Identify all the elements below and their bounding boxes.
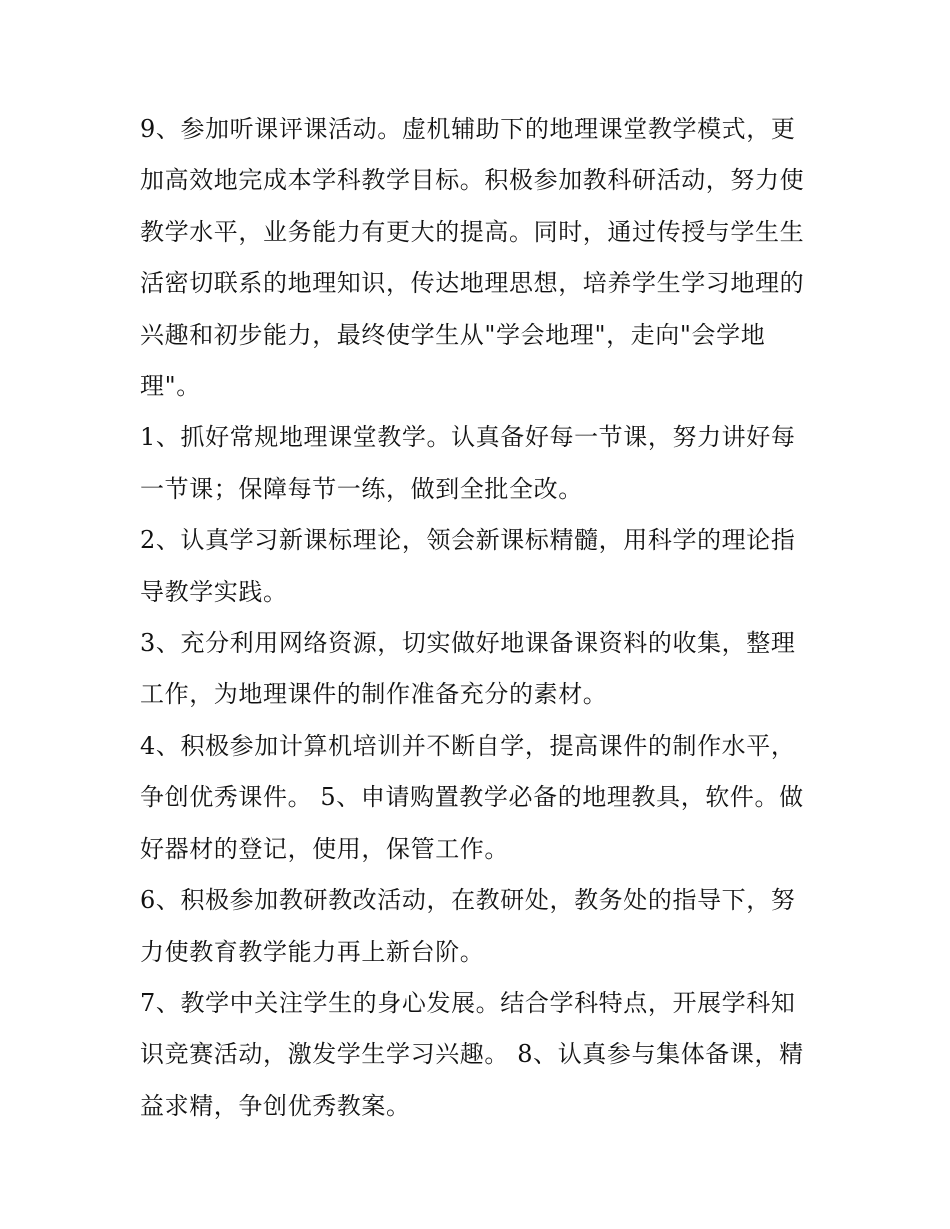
text-line: 活密切联系的地理知识，传达地理思想，培养学生学习地理的 xyxy=(140,269,805,298)
text-line: 7、教学中关注学生的身心发展。结合学科特点，开展学科知 xyxy=(140,988,796,1017)
document-body xyxy=(140,104,815,1132)
paragraph-item-1 xyxy=(140,412,815,515)
paragraph-item-3 xyxy=(140,618,815,721)
text-line: 1、抓好常规地理课堂教学。认真备好每一节课，努力讲好每 xyxy=(140,423,796,452)
text-line: 2、认真学习新课标理论，领会新课标精髓，用科学的理论指 xyxy=(140,526,796,555)
text-line: 益求精，争创优秀教案。 xyxy=(140,1091,411,1120)
paragraph-item-7-8 xyxy=(140,978,815,1132)
text-line: 争创优秀课件。 5、申请购置教学必备的地理教具，软件。做 xyxy=(140,783,804,812)
text-line: 兴趣和初步能力，最终使学生从"学会地理"，走向"会学地 xyxy=(140,320,766,349)
paragraph-item-6 xyxy=(140,875,815,978)
text-line: 教学水平，业务能力有更大的提高。同时，通过传授与学生生 xyxy=(140,217,805,246)
paragraph-item-9 xyxy=(140,104,815,412)
text-line: 3、充分利用网络资源，切实做好地课备课资料的收集，整理 xyxy=(140,629,796,658)
text-line: 识竞赛活动，激发学生学习兴趣。 8、认真参与集体备课，精 xyxy=(140,1040,804,1069)
text-line: 一节课；保障每节一练，做到全批全改。 xyxy=(140,474,583,503)
paragraph-item-4-5 xyxy=(140,721,815,875)
text-line: 好器材的登记，使用，保管工作。 xyxy=(140,834,509,863)
text-line: 4、积极参加计算机培训并不断自学，提高课件的制作水平， xyxy=(140,731,796,760)
text-line: 导教学实践。 xyxy=(140,577,288,606)
text-line: 工作，为地理课件的制作准备充分的素材。 xyxy=(140,680,608,709)
text-line: 理"。 xyxy=(140,372,201,401)
text-line: 6、积极参加教研教改活动，在教研处，教务处的指导下，努 xyxy=(140,886,796,915)
paragraph-item-2 xyxy=(140,515,815,618)
text-line: 力使教育教学能力再上新台阶。 xyxy=(140,937,485,966)
text-line: 加高效地完成本学科教学目标。积极参加教科研活动，努力使 xyxy=(140,166,805,195)
text-line: 9、参加听课评课活动。虚机辅助下的地理课堂教学模式，更 xyxy=(140,115,796,143)
